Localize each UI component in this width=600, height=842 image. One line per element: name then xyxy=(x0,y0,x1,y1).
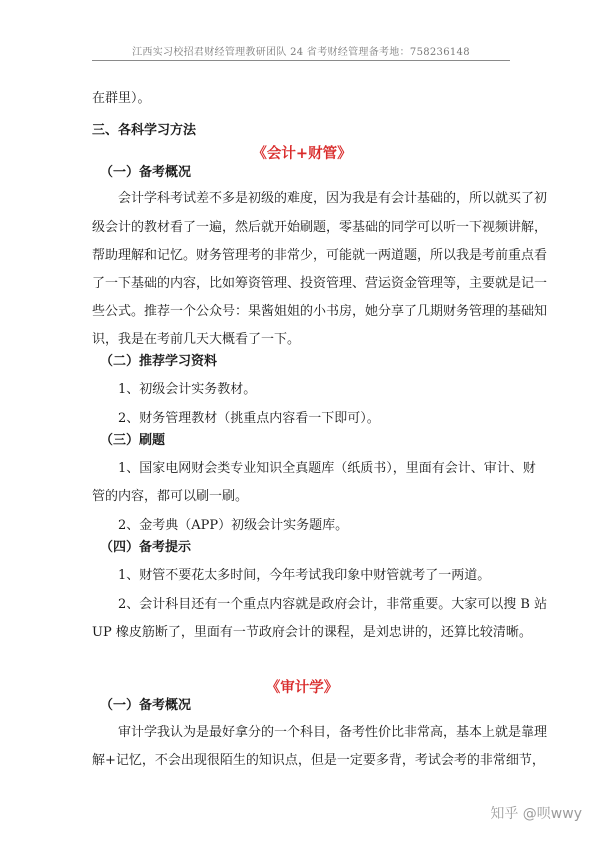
heading-methods: 三、各科学习方法 xyxy=(92,123,197,138)
subheading-overview: （一）备考概况 xyxy=(100,165,192,180)
list-item: 2、金考典（APP）初级会计实务题库。 xyxy=(118,518,349,533)
paragraph-line: 级会计的教材看了一遍，然后就开始刷题，零基础的同学可以听一下视频讲解， xyxy=(92,220,548,235)
paragraph-line: 识，我是在考前几天大概看了一下。 xyxy=(92,332,301,347)
paragraph-line: 解+记忆，不会出现很陌生的知识点，但是一定要多背，考试会考的非常细节， xyxy=(92,753,545,768)
paragraph-line: 了一下基础的内容，比如筹资管理、投资管理、营运资金管理等，主要就是记一 xyxy=(92,276,548,291)
paragraph-line: 帮助理解和记忆。财务管理考的非常少，可能就一两道题，所以我是考前重点看 xyxy=(92,248,548,263)
section-title-auditing: 《审计学》 xyxy=(265,679,339,696)
watermark: 知乎 @呗wwy xyxy=(490,806,582,822)
paragraph-line: 会计学科考试差不多是初级的难度，因为我是有会计基础的，所以就买了初 xyxy=(118,191,548,206)
list-item: 1、国家电网财会类专业知识全真题库（纸质书），里面有会计、审计、财 xyxy=(118,461,536,476)
subheading-tips: （四）备考提示 xyxy=(100,540,192,555)
subheading-overview: （一）备考概况 xyxy=(100,698,192,713)
subheading-materials: （二）推荐学习资料 xyxy=(100,354,218,369)
section-title-accounting: 《会计+财管》 xyxy=(252,145,352,162)
list-item: 1、初级会计实务教材。 xyxy=(118,382,257,397)
paragraph-line: 些公式。推荐一个公众号：果酱姐姐的小书房，她分享了几期财务管理的基础知 xyxy=(92,304,548,319)
subheading-practice: （三）刷题 xyxy=(100,433,166,448)
page-header: 江西实习校招君财经管理教研团队 24 省考财经管理备考地：758236148 xyxy=(132,47,470,58)
list-item: 1、财管不要花太多时间，今年考试我印象中财管就考了一两道。 xyxy=(118,568,491,583)
list-item: 2、财务管理教材（挑重点内容看一下即可）。 xyxy=(118,411,380,426)
paragraph-line: UP 橡皮筋断了，里面有一节政府会计的课程，是刘忠讲的，还算比较清晰。 xyxy=(92,625,532,640)
paragraph-line: 管的内容，都可以刷一刷。 xyxy=(92,489,249,504)
header-divider xyxy=(92,60,510,61)
paragraph-line: 审计学我认为是最好拿分的一个科目，备考性价比非常高，基本上就是靠理 xyxy=(118,725,548,740)
text-line: 在群里）。 xyxy=(92,91,151,106)
list-item: 2、会计科目还有一个重点内容就是政府会计，非常重要。大家可以搜 B 站 xyxy=(118,597,548,612)
